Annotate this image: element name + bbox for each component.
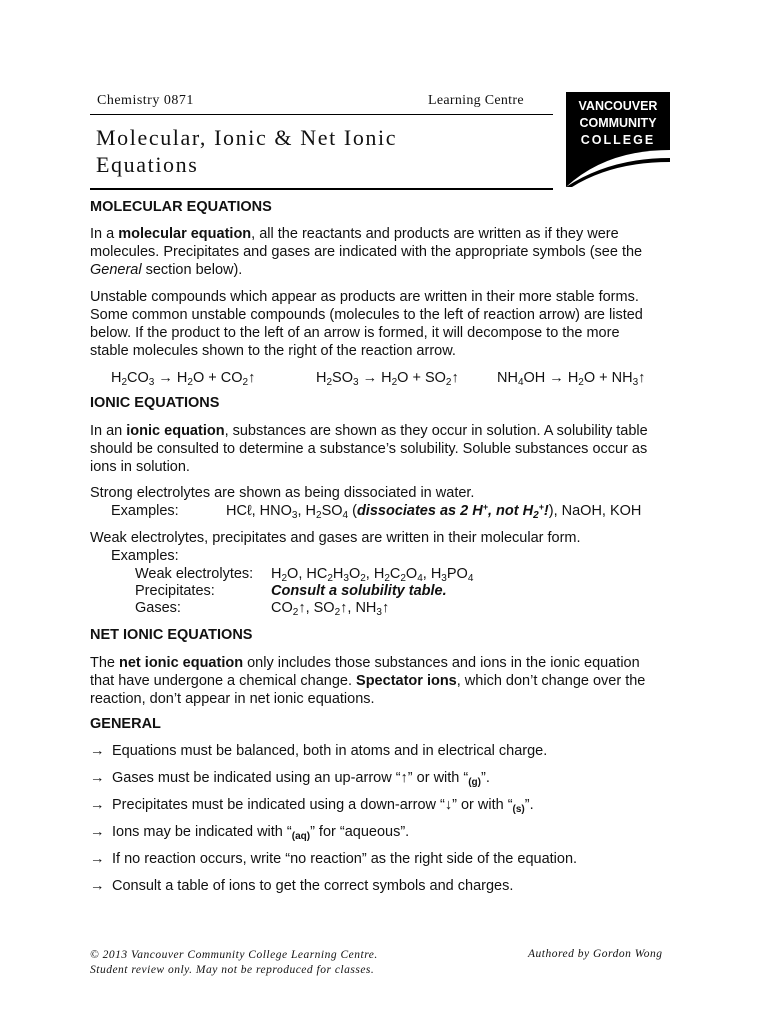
text: , all the reactants and products are written as if they were (251, 226, 619, 242)
text: If no reaction occurs, write “no reaction” as the right side of the equation. (112, 851, 578, 867)
footer-copyright (90, 948, 378, 978)
net-ionic-heading: NET IONIC EQUATIONS (90, 627, 253, 643)
general-item-6 (90, 877, 513, 895)
text: , which don’t change over the (456, 673, 646, 689)
general-item-2: → Gases must be indicated using an up-arrow “↑” or with “$_{(g)}$”. (90, 770, 490, 788)
footer-line-1: © 2013 Vancouver Community College Learning Centre. (90, 949, 378, 961)
precip-value: Consult a solubility table. (271, 583, 447, 599)
vcc-logo (566, 92, 670, 187)
text: Consult a table of ions to get the correct symbols and charges. (112, 878, 514, 894)
equation-ammonium: $NH_4OH \to H_2O$ + $NH_3↑$ (497, 370, 646, 388)
weak-values: $H_2O$, $HC_2H_3O_2$, $H_2C_2O_4$, $H_3PO_4$ (271, 566, 474, 584)
precip-label: Precipitates: (135, 583, 215, 599)
term-molecular-equation: molecular equation (118, 226, 252, 242)
centre-label: Learning Centre (428, 93, 524, 108)
footer-line-2: Student review only. May not be reproduced for classes. (90, 964, 375, 976)
text: that have undergone a chemical change. (90, 673, 357, 689)
weak-label: Weak electrolytes: (135, 566, 254, 582)
strong-examples: HCℓ, $HNO_3$, $H_2SO_4$ (dissociates as 2 H+, not $H_2^+$!), NaOH, KOH (226, 502, 642, 521)
text: molecules. Precipitates and gases are indicated with the appropriate symbols (see the (90, 244, 643, 260)
molecular-paragraph-2 (90, 288, 680, 360)
ionic-paragraph-1 (90, 422, 680, 476)
text: reaction, don’t appear in net ionic equations. (90, 691, 375, 707)
arrow-icon: → (90, 797, 105, 813)
equation-carbonic: $H_2CO_3 \to H_2O$ + $CO_2↑$ (111, 370, 256, 388)
net-ionic-paragraph (90, 654, 680, 708)
text: Equations must be balanced, both in atoms and in electrical charge. (112, 743, 548, 759)
text: below. If the product to the left of an arrow is formed, it will decompose to the more (90, 325, 620, 341)
gases-values: $CO_2↑$, $SO_2↑$, $NH_3↑$ (271, 600, 390, 618)
arrow-icon: → (90, 878, 105, 894)
text: section below). (141, 262, 243, 278)
text: In a (90, 226, 119, 242)
text: The (90, 655, 120, 671)
logo-line-2: COMMUNITY (579, 116, 657, 130)
text: Unstable compounds which appear as products are written in their more stable forms. (90, 289, 639, 305)
examples-label-2: Examples: (111, 548, 179, 564)
general-item-3: → Precipitates must be indicated using a down-arrow “↓” or with “$_{(s)}$”. (90, 797, 534, 815)
page-title (96, 124, 397, 178)
logo-line-1: VANCOUVER (578, 99, 658, 113)
header-rule (90, 114, 553, 115)
general-heading: GENERAL (90, 716, 161, 732)
molecular-paragraph-1 (90, 225, 680, 279)
general-item-4: → Ions may be indicated with “$_{(aq)}$” for “aqueous”. (90, 824, 410, 842)
arrow-icon: → (90, 743, 105, 759)
strong-electrolytes-text: Strong electrolytes are shown as being dissociated in water. (90, 485, 475, 501)
general-item-1 (90, 742, 547, 760)
text: , substances are shown as they occur in solution. A solubility table (224, 423, 648, 439)
logo-line-3: COLLEGE (580, 133, 656, 147)
text: In an (90, 423, 127, 439)
molecular-heading: MOLECULAR EQUATIONS (90, 199, 272, 215)
title-rule (90, 188, 553, 190)
examples-label: Examples: (111, 503, 179, 519)
text: should be consulted to determine a substance’s solubility. Soluble substances occur as (90, 441, 648, 457)
general-item-5 (90, 850, 577, 868)
text: Some common unstable compounds (molecules to the left of reaction arrow) are listed (90, 307, 643, 323)
arrow-icon: → (90, 851, 105, 867)
term-net-ionic-equation: net ionic equation (119, 655, 244, 671)
term-ionic-equation: ionic equation (126, 423, 225, 439)
text: stable molecules shown to the right of the reaction arrow. (90, 343, 456, 359)
ionic-heading: IONIC EQUATIONS (90, 395, 220, 411)
text: ions in solution. (90, 459, 190, 475)
footer-author: Authored by Gordon Wong (528, 948, 663, 960)
gases-label: Gases: (135, 600, 181, 616)
weak-electrolytes-text: Weak electrolytes, precipitates and gases are written in their molecular form. (90, 530, 581, 546)
text: only includes those substances and ions in the ionic equation (243, 655, 640, 671)
term-spectator-ions: Spectator ions (356, 673, 457, 689)
arrow-icon: → (90, 824, 105, 840)
title-line-2: Equations (96, 152, 199, 177)
title-line-1: Molecular, Ionic & Net Ionic (96, 125, 398, 150)
equation-sulfurous: $H_2SO_3 \to H_2O$ + $SO_2↑$ (316, 370, 459, 388)
text: General (90, 262, 142, 278)
arrow-icon: → (90, 770, 105, 786)
course-label: Chemistry 0871 (97, 93, 194, 108)
